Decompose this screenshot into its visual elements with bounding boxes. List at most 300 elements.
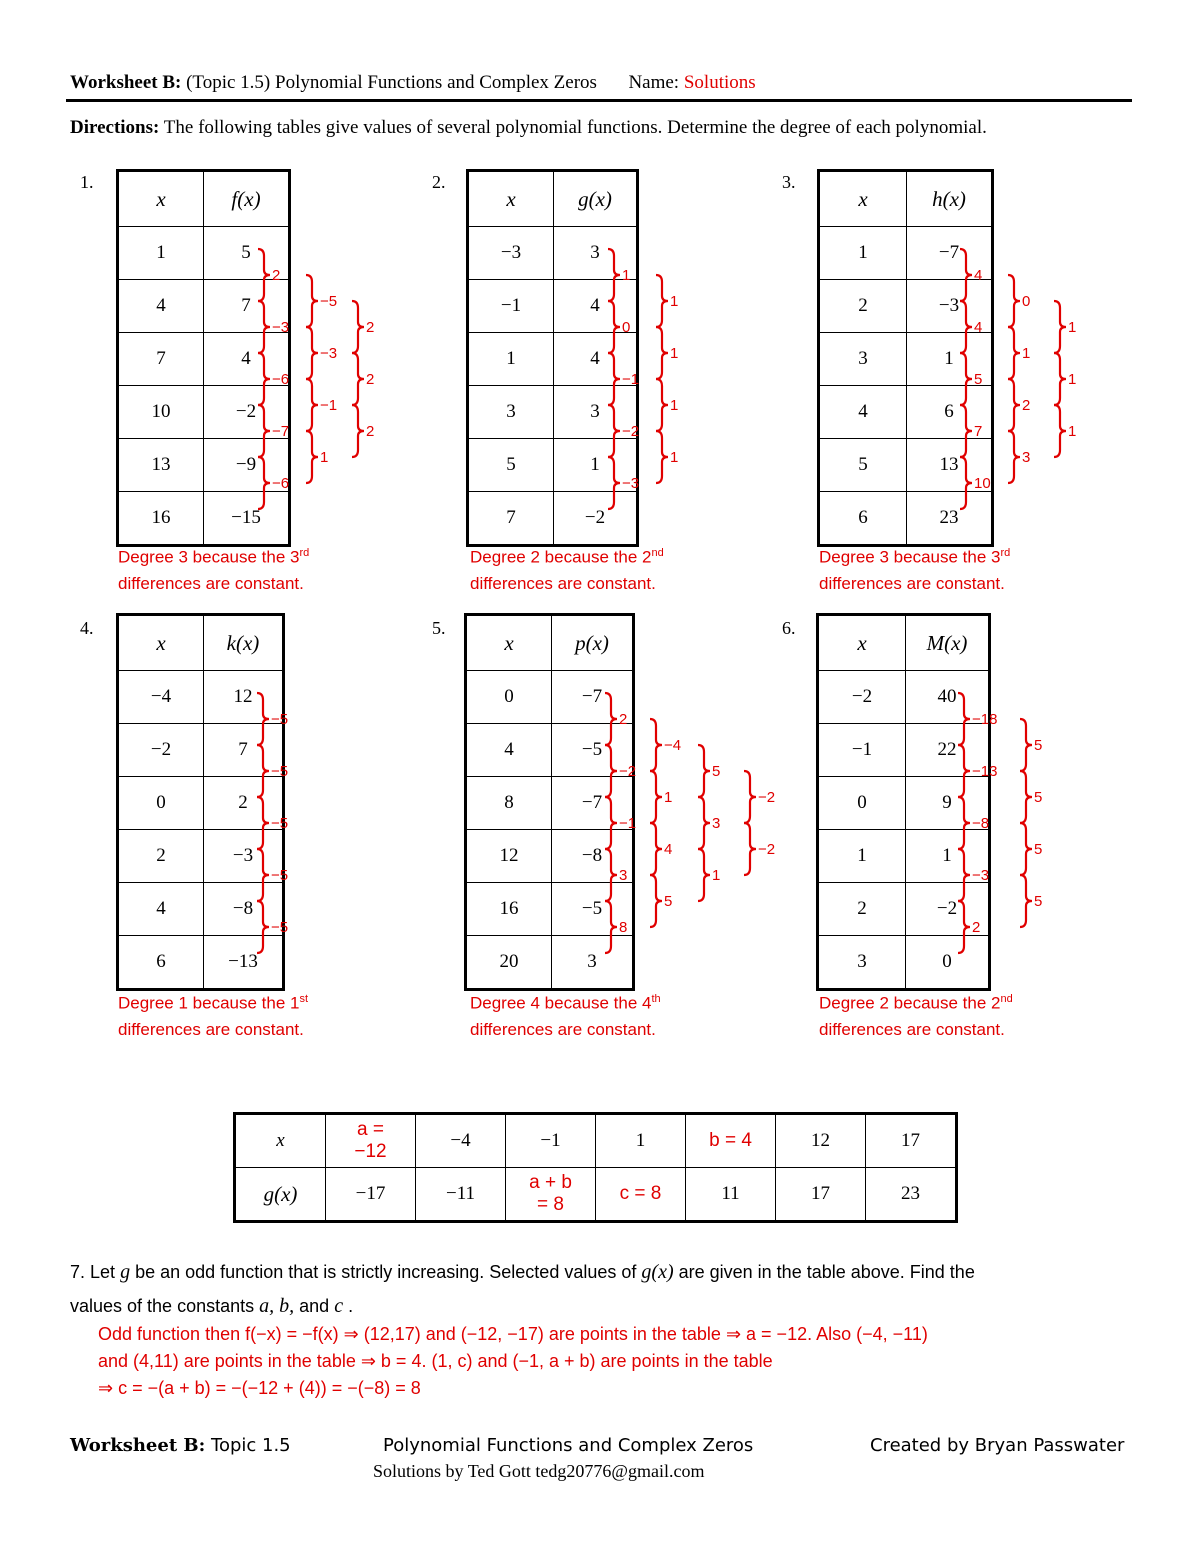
header-divider	[66, 99, 1132, 102]
conclusion-6-text-2: differences are constant.	[819, 1019, 1005, 1039]
table-cell-x: 0	[466, 671, 552, 724]
table-cell: b = 4	[686, 1114, 776, 1168]
difference-value: −6	[272, 475, 290, 492]
conclusion-1-text-2: differences are constant.	[118, 573, 304, 593]
difference-value: 5	[664, 893, 673, 910]
column-header-x: x	[466, 615, 552, 671]
table-cell-fx: 12	[204, 671, 284, 724]
difference-brace	[698, 745, 710, 797]
difference-value: 1	[670, 345, 679, 362]
difference-value: 2	[619, 711, 628, 728]
table-row	[466, 671, 634, 724]
problem-number-6: 6.	[782, 618, 796, 638]
table-row	[468, 280, 638, 333]
question-7-and: and	[299, 1296, 330, 1316]
table-row	[466, 724, 634, 777]
table-cell-x: 1	[118, 227, 204, 280]
table-row	[818, 724, 990, 777]
footer-left	[70, 1435, 291, 1456]
difference-value: 3	[1022, 449, 1031, 466]
table-row	[819, 280, 993, 333]
column-header-fx: f(x)	[204, 171, 290, 227]
table-cell-x: 2	[818, 883, 906, 936]
conclusion-4	[118, 986, 308, 1043]
problem-number-4: 4.	[80, 618, 94, 638]
conclusion-3-sup: rd	[1000, 547, 1011, 559]
worksheet-label: Worksheet B:	[70, 72, 182, 93]
difference-brace	[656, 379, 668, 431]
table-cell-fx: −2	[554, 492, 638, 546]
problem-number-5: 5.	[432, 618, 446, 638]
question-7-period: .	[348, 1296, 354, 1316]
difference-brace	[1020, 875, 1032, 927]
footer-credit: Created by Bryan Passwater	[870, 1435, 1125, 1456]
difference-value: 3	[619, 867, 628, 884]
table-row	[818, 936, 990, 990]
table-header-gx: g(x)	[235, 1168, 326, 1222]
table-row	[466, 936, 634, 990]
value-table-3	[817, 169, 994, 547]
table-cell: −11	[416, 1168, 506, 1222]
difference-value: 1	[664, 789, 673, 806]
table-cell-x: 0	[118, 777, 204, 830]
table-cell-x: 0	[818, 777, 906, 830]
table-cell-x: −2	[818, 671, 906, 724]
difference-value: −7	[272, 423, 290, 440]
table-cell: 1	[596, 1114, 686, 1168]
difference-value: 4	[974, 267, 983, 284]
difference-brace	[1054, 353, 1066, 405]
table-row	[818, 615, 990, 671]
conclusion-2-sup: nd	[651, 547, 664, 559]
difference-value: 0	[622, 319, 631, 336]
table-cell-fx: −5	[552, 883, 634, 936]
directions-label: Directions:	[70, 117, 160, 138]
difference-value: −5	[271, 815, 289, 832]
table-cell-fx: 3	[554, 227, 638, 280]
table-row	[819, 227, 993, 280]
table-row	[819, 386, 993, 439]
difference-brace	[306, 431, 318, 483]
difference-value: 8	[619, 919, 628, 936]
table-cell-fx: 40	[906, 671, 990, 724]
table-cell-fx: 0	[906, 936, 990, 990]
table-cell-fx: 7	[204, 280, 290, 333]
table-cell-x: 6	[118, 936, 204, 990]
table-row	[466, 777, 634, 830]
difference-brace	[1008, 327, 1020, 379]
table-cell-fx: 13	[907, 439, 993, 492]
table-cell-x: 5	[819, 439, 907, 492]
table-cell-fx: 6	[907, 386, 993, 439]
difference-value: −1	[619, 815, 637, 832]
table-cell-x: 1	[819, 227, 907, 280]
difference-value: −5	[271, 919, 289, 936]
difference-value: 7	[974, 423, 983, 440]
name-value: Solutions	[683, 72, 756, 93]
table-cell-x: 3	[819, 333, 907, 386]
column-header-x: x	[468, 171, 554, 227]
table-cell-fx: −7	[552, 671, 634, 724]
conclusion-5-text-2: differences are constant.	[470, 1019, 656, 1039]
table-row	[118, 830, 284, 883]
conclusion-4-text: Degree 1 because the 1	[118, 993, 300, 1013]
difference-brace	[744, 771, 756, 823]
table-row	[118, 671, 284, 724]
difference-value: −2	[758, 841, 776, 858]
table-cell-x: 13	[118, 439, 204, 492]
table-cell: −17	[326, 1168, 416, 1222]
difference-value: 1	[1022, 345, 1031, 362]
table-row	[468, 492, 638, 546]
table-cell: 17	[866, 1114, 957, 1168]
difference-brace	[352, 301, 364, 353]
table-cell-fx: −15	[204, 492, 290, 546]
difference-value: −18	[972, 711, 998, 728]
table-cell-fx: 2	[204, 777, 284, 830]
table-cell-x: 5	[468, 439, 554, 492]
table-row	[118, 936, 284, 990]
difference-brace	[650, 719, 662, 771]
table-cell-x: 4	[466, 724, 552, 777]
table-row	[118, 171, 290, 227]
difference-brace	[1008, 431, 1020, 483]
table-cell-x: 20	[466, 936, 552, 990]
table-row	[466, 883, 634, 936]
table-cell-x: 4	[118, 883, 204, 936]
conclusion-1-sup: rd	[299, 547, 310, 559]
difference-value: 2	[366, 371, 375, 388]
difference-value: 1	[1068, 319, 1077, 336]
difference-value: 4	[974, 319, 983, 336]
question-7-text-1: Let	[90, 1262, 116, 1282]
question-7-gx: g(x)	[641, 1261, 674, 1283]
difference-value: 1	[1068, 423, 1077, 440]
value-table-6	[816, 613, 991, 991]
difference-brace	[1020, 823, 1032, 875]
column-header-x: x	[819, 171, 907, 227]
table-row	[468, 386, 638, 439]
difference-value: −5	[271, 711, 289, 728]
difference-brace	[656, 431, 668, 483]
table-cell: −4	[416, 1114, 506, 1168]
table-cell-fx: −8	[204, 883, 284, 936]
conclusion-3	[819, 540, 1010, 597]
difference-brace	[656, 275, 668, 327]
difference-value: −3	[272, 319, 290, 336]
table-row	[118, 333, 290, 386]
worksheet-title: (Topic 1.5) Polynomial Functions and Complex Zeros	[186, 72, 597, 93]
conclusion-1-text: Degree 3 because the 3	[118, 547, 300, 567]
table-row	[466, 830, 634, 883]
value-table-5	[464, 613, 635, 991]
problem-number-3: 3.	[782, 172, 796, 192]
table-cell: 17	[776, 1168, 866, 1222]
table-cell-fx: 1	[906, 830, 990, 883]
difference-brace	[650, 823, 662, 875]
difference-brace	[1054, 301, 1066, 353]
column-header-fx: h(x)	[907, 171, 993, 227]
footer-solutions-credit: Solutions by Ted Gott tedg20776@gmail.com	[373, 1461, 705, 1481]
difference-value: 5	[712, 763, 721, 780]
value-table-1	[116, 169, 291, 547]
column-header-x: x	[118, 171, 204, 227]
table-row	[118, 615, 284, 671]
difference-brace	[650, 875, 662, 927]
directions-text: The following tables give values of several polynomial functions. Determine the degree of each polynomial.	[163, 117, 987, 138]
table-row	[818, 830, 990, 883]
difference-brace	[352, 353, 364, 405]
table-cell: a + b = 8	[506, 1168, 596, 1222]
conclusion-3-text-2: differences are constant.	[819, 573, 1005, 593]
difference-value: 10	[974, 475, 991, 492]
table-row	[235, 1168, 957, 1222]
table-row	[118, 439, 290, 492]
difference-value: 3	[712, 815, 721, 832]
table-cell-x: 3	[818, 936, 906, 990]
value-table-2	[466, 169, 639, 547]
table-cell: a = −12	[326, 1114, 416, 1168]
table-cell-fx: 4	[204, 333, 290, 386]
question-7-text-2: be an odd function that is strictly increasing. Selected values of	[135, 1262, 637, 1282]
table-cell-x: 1	[468, 333, 554, 386]
difference-brace	[306, 327, 318, 379]
column-header-x: x	[818, 615, 906, 671]
conclusion-3-text: Degree 3 because the 3	[819, 547, 1001, 567]
table-cell: 23	[866, 1168, 957, 1222]
table-row	[466, 615, 634, 671]
table-cell-fx: 1	[554, 439, 638, 492]
difference-value: 2	[272, 267, 281, 284]
table-row	[118, 492, 290, 546]
difference-value: −2	[619, 763, 637, 780]
table-row	[819, 439, 993, 492]
table-cell-x: −4	[118, 671, 204, 724]
difference-value: 1	[670, 449, 679, 466]
difference-value: 5	[1034, 841, 1043, 858]
question-7-constants: a, b,	[259, 1295, 295, 1317]
table-row	[819, 492, 993, 546]
difference-value: −5	[320, 293, 338, 310]
difference-brace	[744, 823, 756, 875]
table-row	[819, 333, 993, 386]
directions	[70, 117, 987, 139]
question-7-g: g	[120, 1261, 131, 1283]
table-cell-x: 2	[118, 830, 204, 883]
table-cell: 12	[776, 1114, 866, 1168]
difference-brace	[698, 849, 710, 901]
table-cell: 11	[686, 1168, 776, 1222]
footer-center: Polynomial Functions and Complex Zeros	[383, 1435, 754, 1456]
difference-value: 5	[1034, 893, 1043, 910]
table-cell-x: −1	[468, 280, 554, 333]
difference-brace	[352, 405, 364, 457]
difference-value: −6	[272, 371, 290, 388]
table-cell-fx: −3	[907, 280, 993, 333]
conclusion-2-text-2: differences are constant.	[470, 573, 656, 593]
difference-value: −13	[972, 763, 998, 780]
conclusion-6-sup: nd	[1000, 993, 1013, 1005]
table-cell-x: 4	[819, 386, 907, 439]
table-row	[118, 227, 290, 280]
difference-value: 0	[1022, 293, 1031, 310]
table-header-x: x	[235, 1114, 326, 1168]
conclusion-4-text-2: differences are constant.	[118, 1019, 304, 1039]
conclusion-1	[118, 540, 309, 597]
difference-value: 1	[622, 267, 631, 284]
table-cell-x: 12	[466, 830, 552, 883]
table-row	[468, 439, 638, 492]
conclusion-4-sup: st	[299, 993, 309, 1005]
table-row	[819, 171, 993, 227]
table-cell-fx: −5	[552, 724, 634, 777]
question-7-text-4: values of the constants	[70, 1296, 255, 1316]
difference-value: −5	[271, 763, 289, 780]
name-label: Name:	[628, 72, 680, 93]
difference-value: 1	[1068, 371, 1077, 388]
table-cell-fx: 22	[906, 724, 990, 777]
difference-brace	[1020, 719, 1032, 771]
table-row	[235, 1114, 957, 1168]
question-7-text-3: are given in the table above. Find the	[678, 1262, 975, 1282]
table-cell-fx: −7	[907, 227, 993, 280]
difference-brace	[1008, 379, 1020, 431]
table-row	[818, 883, 990, 936]
table-cell-fx: −2	[906, 883, 990, 936]
table-cell-x: 4	[118, 280, 204, 333]
table-cell-x: 10	[118, 386, 204, 439]
difference-value: −3	[320, 345, 338, 362]
question-7-solution	[98, 1321, 928, 1402]
table-cell-x: 16	[118, 492, 204, 546]
table-row	[468, 333, 638, 386]
column-header-fx: g(x)	[554, 171, 638, 227]
table-cell-x: −3	[468, 227, 554, 280]
table-cell-x: −2	[118, 724, 204, 777]
difference-value: 1	[712, 867, 721, 884]
question-7-c: c	[334, 1295, 344, 1317]
table-row	[818, 671, 990, 724]
solution-line-2: and (4,11) are points in the table ⇒ b = 4. (1, c) and (−1, a + b) are points in the table	[98, 1351, 773, 1371]
difference-value: 2	[972, 919, 981, 936]
table-cell-x: 8	[466, 777, 552, 830]
conclusion-5-sup: th	[651, 993, 661, 1005]
difference-value: −2	[758, 789, 776, 806]
difference-value: −1	[320, 397, 338, 414]
table-cell-fx: 3	[554, 386, 638, 439]
column-header-x: x	[118, 615, 204, 671]
table-row	[118, 777, 284, 830]
table-cell-x: 16	[466, 883, 552, 936]
conclusion-5	[470, 986, 661, 1043]
worksheet-header	[70, 72, 756, 94]
conclusion-5-text: Degree 4 because the 4	[470, 993, 652, 1013]
difference-brace	[650, 771, 662, 823]
difference-brace	[1020, 771, 1032, 823]
table-cell: c = 8	[596, 1168, 686, 1222]
difference-brace	[306, 275, 318, 327]
solution-line-3: ⇒ c = −(a + b) = −(−12 + (4)) = −(−8) = 8	[98, 1378, 421, 1398]
difference-value: −3	[972, 867, 990, 884]
column-header-fx: M(x)	[906, 615, 990, 671]
conclusion-6	[819, 986, 1013, 1043]
conclusion-2-text: Degree 2 because the 2	[470, 547, 652, 567]
table-cell-fx: 23	[907, 492, 993, 546]
problem-number-2: 2.	[432, 172, 446, 192]
table-cell-fx: −13	[204, 936, 284, 990]
difference-brace	[1008, 275, 1020, 327]
difference-value: 5	[1034, 789, 1043, 806]
difference-value: −3	[622, 475, 640, 492]
value-table-4	[116, 613, 285, 991]
table-cell-fx: 4	[554, 333, 638, 386]
table-cell-x: 7	[468, 492, 554, 546]
problem-number-1: 1.	[80, 172, 94, 192]
table-cell-x: 6	[819, 492, 907, 546]
table-row	[468, 227, 638, 280]
table-cell-fx: 1	[907, 333, 993, 386]
table-cell-fx: 9	[906, 777, 990, 830]
table-row	[118, 883, 284, 936]
footer-topic: Topic 1.5	[211, 1435, 291, 1456]
footer-worksheet-label: Worksheet B:	[70, 1435, 206, 1456]
table-cell-x: 2	[819, 280, 907, 333]
odd-function-table	[233, 1112, 958, 1223]
table-cell-x: 1	[818, 830, 906, 883]
table-row	[468, 171, 638, 227]
difference-value: −5	[271, 867, 289, 884]
table-cell-fx: −8	[552, 830, 634, 883]
difference-brace	[306, 379, 318, 431]
solution-line-1: Odd function then f(−x) = −f(x) ⇒ (12,17) and (−12, −17) are points in the table ⇒ a = −12. Also (−4, −11)	[98, 1324, 928, 1344]
conclusion-2	[470, 540, 664, 597]
difference-value: 1	[670, 293, 679, 310]
table-cell-fx: 5	[204, 227, 290, 280]
difference-value: 2	[366, 319, 375, 336]
difference-value: −4	[664, 737, 682, 754]
difference-value: 4	[664, 841, 673, 858]
difference-value: 2	[1022, 397, 1031, 414]
conclusion-6-text: Degree 2 because the 2	[819, 993, 1001, 1013]
table-cell-fx: −9	[204, 439, 290, 492]
difference-brace	[1054, 405, 1066, 457]
table-row	[118, 280, 290, 333]
difference-value: 5	[1034, 737, 1043, 754]
column-header-fx: p(x)	[552, 615, 634, 671]
difference-brace	[656, 327, 668, 379]
difference-value: −1	[622, 371, 640, 388]
question-7	[70, 1255, 975, 1323]
difference-value: 2	[366, 423, 375, 440]
difference-value: 5	[974, 371, 983, 388]
difference-value: 1	[320, 449, 329, 466]
difference-value: −8	[972, 815, 990, 832]
table-row	[818, 777, 990, 830]
table-cell-x: −1	[818, 724, 906, 777]
difference-value: −2	[622, 423, 640, 440]
difference-value: 1	[670, 397, 679, 414]
table-cell-x: 3	[468, 386, 554, 439]
question-7-number: 7.	[70, 1262, 86, 1282]
table-cell-fx: 3	[552, 936, 634, 990]
table-cell-fx: −7	[552, 777, 634, 830]
table-cell-fx: −3	[204, 830, 284, 883]
column-header-fx: k(x)	[204, 615, 284, 671]
table-cell-fx: 4	[554, 280, 638, 333]
table-cell: −1	[506, 1114, 596, 1168]
table-row	[118, 724, 284, 777]
table-row	[118, 386, 290, 439]
